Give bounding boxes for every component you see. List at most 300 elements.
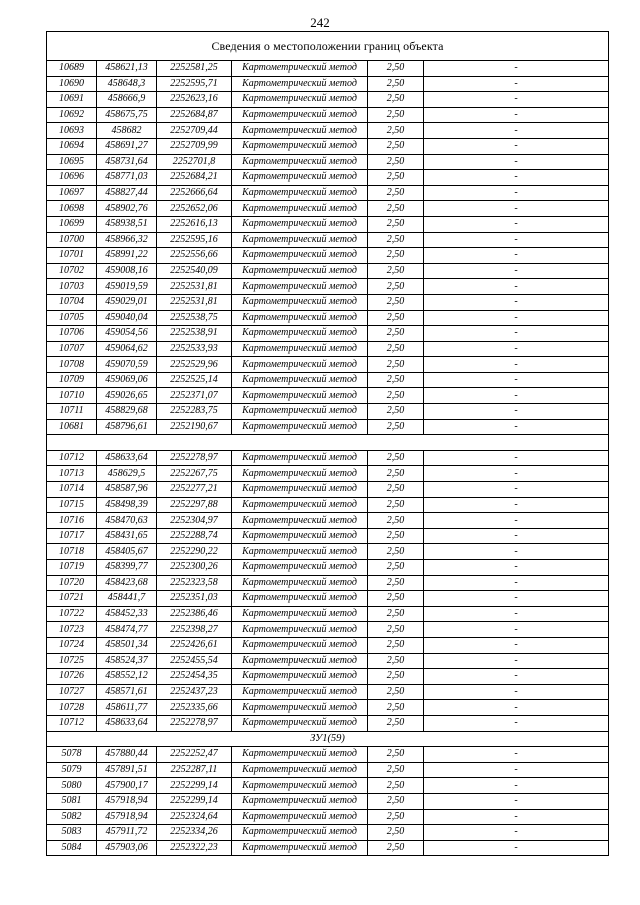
table-row — [47, 357, 609, 373]
cell-accuracy: 2,50 — [368, 279, 424, 295]
cell-point-number: 5082 — [47, 809, 97, 825]
cell-description: - — [424, 123, 609, 139]
cell-description: - — [424, 778, 609, 794]
cell-coord-y: 2252190,67 — [157, 419, 232, 435]
cell-description: - — [424, 669, 609, 685]
table-row — [47, 404, 609, 420]
cell-accuracy: 2,50 — [368, 294, 424, 310]
blank-row — [47, 435, 609, 451]
cell-point-number: 10724 — [47, 637, 97, 653]
cell-coord-y: 2252371,07 — [157, 388, 232, 404]
cell-accuracy: 2,50 — [368, 466, 424, 482]
cell-point-number: 5078 — [47, 747, 97, 763]
cell-description: - — [424, 825, 609, 841]
cell-point-number: 10707 — [47, 341, 97, 357]
cell-coord-x: 458587,96 — [97, 482, 157, 498]
cell-coord-y: 2252287,11 — [157, 762, 232, 778]
cell-method: Картометрический метод — [232, 279, 368, 295]
cell-coord-y: 2252581,25 — [157, 61, 232, 77]
cell-point-number: 10711 — [47, 404, 97, 420]
cell-coord-y: 2252299,14 — [157, 793, 232, 809]
cell-description: - — [424, 809, 609, 825]
cell-description: - — [424, 341, 609, 357]
cell-description: - — [424, 92, 609, 108]
cell-accuracy: 2,50 — [368, 762, 424, 778]
cell-point-number: 5081 — [47, 793, 97, 809]
cell-description: - — [424, 591, 609, 607]
cell-point-number: 10699 — [47, 216, 97, 232]
cell-accuracy: 2,50 — [368, 778, 424, 794]
page-number: 242 — [310, 15, 330, 30]
cell-accuracy: 2,50 — [368, 793, 424, 809]
table-row — [47, 825, 609, 841]
cell-description: - — [424, 107, 609, 123]
cell-accuracy: 2,50 — [368, 326, 424, 342]
cell-point-number: 10727 — [47, 684, 97, 700]
cell-coord-x: 457880,44 — [97, 747, 157, 763]
cell-point-number: 10702 — [47, 263, 97, 279]
cell-method: Картометрический метод — [232, 404, 368, 420]
cell-method: Картометрический метод — [232, 170, 368, 186]
cell-coord-y: 2252426,61 — [157, 637, 232, 653]
cell-method: Картометрический метод — [232, 294, 368, 310]
cell-point-number: 10726 — [47, 669, 97, 685]
cell-coord-y: 2252335,66 — [157, 700, 232, 716]
cell-method: Картометрический метод — [232, 263, 368, 279]
cell-description: - — [424, 279, 609, 295]
cell-description: - — [424, 482, 609, 498]
cell-point-number: 10689 — [47, 61, 97, 77]
cell-coord-y: 2252538,91 — [157, 326, 232, 342]
cell-coord-x: 458966,32 — [97, 232, 157, 248]
cell-method: Картометрический метод — [232, 653, 368, 669]
cell-method: Картометрический метод — [232, 357, 368, 373]
cell-description: - — [424, 294, 609, 310]
cell-coord-x: 458675,75 — [97, 107, 157, 123]
cell-accuracy: 2,50 — [368, 170, 424, 186]
cell-description: - — [424, 513, 609, 529]
cell-coord-x: 459008,16 — [97, 263, 157, 279]
table-title: Сведения о местоположении границ объекта — [47, 32, 609, 61]
cell-description: - — [424, 762, 609, 778]
cell-point-number: 10690 — [47, 76, 97, 92]
cell-point-number: 10708 — [47, 357, 97, 373]
cell-description: - — [424, 263, 609, 279]
cell-method: Картометрический метод — [232, 622, 368, 638]
cell-coord-y: 2252323,58 — [157, 575, 232, 591]
cell-point-number: 10691 — [47, 92, 97, 108]
cell-coord-x: 459040,04 — [97, 310, 157, 326]
cell-coord-x: 458796,61 — [97, 419, 157, 435]
cell-description: - — [424, 575, 609, 591]
cell-method: Картометрический метод — [232, 528, 368, 544]
cell-coord-y: 2252701,8 — [157, 154, 232, 170]
boundary-table — [46, 31, 609, 856]
cell-description: - — [424, 653, 609, 669]
cell-accuracy: 2,50 — [368, 372, 424, 388]
cell-coord-x: 459026,65 — [97, 388, 157, 404]
cell-coord-x: 458571,61 — [97, 684, 157, 700]
cell-description: - — [424, 76, 609, 92]
table-title-row — [47, 32, 609, 61]
cell-coord-x: 458470,63 — [97, 513, 157, 529]
cell-point-number: 10716 — [47, 513, 97, 529]
table-row — [47, 778, 609, 794]
cell-accuracy: 2,50 — [368, 715, 424, 731]
cell-method: Картометрический метод — [232, 809, 368, 825]
cell-coord-x: 457903,06 — [97, 840, 157, 856]
cell-coord-y: 2252386,46 — [157, 606, 232, 622]
cell-coord-x: 458771,03 — [97, 170, 157, 186]
cell-point-number: 10723 — [47, 622, 97, 638]
cell-description: - — [424, 840, 609, 856]
cell-coord-y: 2252454,35 — [157, 669, 232, 685]
cell-accuracy: 2,50 — [368, 840, 424, 856]
cell-point-number: 10712 — [47, 715, 97, 731]
cell-accuracy: 2,50 — [368, 154, 424, 170]
cell-coord-y: 2252529,96 — [157, 357, 232, 373]
cell-accuracy: 2,50 — [368, 544, 424, 560]
table-row — [47, 591, 609, 607]
table-row — [47, 201, 609, 217]
cell-coord-x: 458666,9 — [97, 92, 157, 108]
cell-accuracy: 2,50 — [368, 341, 424, 357]
cell-coord-y: 2252304,97 — [157, 513, 232, 529]
cell-description: - — [424, 793, 609, 809]
cell-method: Картометрический метод — [232, 372, 368, 388]
cell-point-number: 10710 — [47, 388, 97, 404]
cell-method: Картометрический метод — [232, 637, 368, 653]
cell-description: - — [424, 372, 609, 388]
cell-method: Картометрический метод — [232, 591, 368, 607]
cell-method: Картометрический метод — [232, 544, 368, 560]
cell-method: Картометрический метод — [232, 248, 368, 264]
cell-coord-y: 2252300,26 — [157, 560, 232, 576]
cell-coord-x: 457891,51 — [97, 762, 157, 778]
table-row — [47, 294, 609, 310]
cell-accuracy: 2,50 — [368, 419, 424, 435]
cell-point-number: 10717 — [47, 528, 97, 544]
cell-coord-x: 458648,3 — [97, 76, 157, 92]
cell-coord-y: 2252290,22 — [157, 544, 232, 560]
cell-accuracy: 2,50 — [368, 560, 424, 576]
cell-accuracy: 2,50 — [368, 61, 424, 77]
cell-coord-y: 2252351,03 — [157, 591, 232, 607]
cell-point-number: 10692 — [47, 107, 97, 123]
cell-point-number: 10696 — [47, 170, 97, 186]
cell-coord-y: 2252684,87 — [157, 107, 232, 123]
cell-description: - — [424, 419, 609, 435]
cell-point-number: 10720 — [47, 575, 97, 591]
cell-coord-y: 2252324,64 — [157, 809, 232, 825]
cell-point-number: 5083 — [47, 825, 97, 841]
cell-coord-y: 2252666,64 — [157, 185, 232, 201]
table-row — [47, 170, 609, 186]
cell-accuracy: 2,50 — [368, 809, 424, 825]
cell-description: - — [424, 404, 609, 420]
cell-method: Картометрический метод — [232, 762, 368, 778]
cell-coord-y: 2252684,21 — [157, 170, 232, 186]
cell-description: - — [424, 528, 609, 544]
cell-coord-y: 2252652,06 — [157, 201, 232, 217]
cell-point-number: 10705 — [47, 310, 97, 326]
table-row — [47, 684, 609, 700]
cell-coord-y: 2252278,97 — [157, 450, 232, 466]
table-row — [47, 575, 609, 591]
cell-method: Картометрический метод — [232, 419, 368, 435]
cell-description: - — [424, 715, 609, 731]
cell-method: Картометрический метод — [232, 840, 368, 856]
cell-description: - — [424, 622, 609, 638]
cell-description: - — [424, 216, 609, 232]
cell-coord-x: 458682 — [97, 123, 157, 139]
cell-method: Картометрический метод — [232, 825, 368, 841]
table-row — [47, 154, 609, 170]
cell-method: Картометрический метод — [232, 107, 368, 123]
cell-method: Картометрический метод — [232, 92, 368, 108]
cell-coord-y: 2252267,75 — [157, 466, 232, 482]
table-row — [47, 61, 609, 77]
cell-point-number: 10697 — [47, 185, 97, 201]
cell-method: Картометрический метод — [232, 747, 368, 763]
cell-point-number: 10700 — [47, 232, 97, 248]
cell-coord-y: 2252398,27 — [157, 622, 232, 638]
cell-method: Картометрический метод — [232, 466, 368, 482]
cell-coord-y: 2252278,97 — [157, 715, 232, 731]
section-header-row — [47, 731, 609, 747]
cell-description: - — [424, 637, 609, 653]
cell-accuracy: 2,50 — [368, 185, 424, 201]
cell-coord-y: 2252538,75 — [157, 310, 232, 326]
cell-method: Картометрический метод — [232, 138, 368, 154]
cell-coord-y: 2252277,21 — [157, 482, 232, 498]
cell-description: - — [424, 201, 609, 217]
cell-coord-x: 459069,06 — [97, 372, 157, 388]
cell-point-number: 10709 — [47, 372, 97, 388]
cell-accuracy: 2,50 — [368, 138, 424, 154]
cell-accuracy: 2,50 — [368, 528, 424, 544]
cell-point-number: 10721 — [47, 591, 97, 607]
cell-coord-x: 458633,64 — [97, 715, 157, 731]
cell-coord-x: 459029,01 — [97, 294, 157, 310]
cell-description: - — [424, 684, 609, 700]
cell-coord-y: 2252437,23 — [157, 684, 232, 700]
table-row — [47, 622, 609, 638]
table-row — [47, 310, 609, 326]
cell-coord-x: 458621,13 — [97, 61, 157, 77]
cell-coord-x: 458474,77 — [97, 622, 157, 638]
cell-method: Картометрический метод — [232, 232, 368, 248]
cell-description: - — [424, 248, 609, 264]
cell-accuracy: 2,50 — [368, 404, 424, 420]
cell-coord-x: 459054,56 — [97, 326, 157, 342]
table-row — [47, 715, 609, 731]
cell-method: Картометрический метод — [232, 482, 368, 498]
cell-accuracy: 2,50 — [368, 76, 424, 92]
cell-method: Картометрический метод — [232, 123, 368, 139]
cell-coord-y: 2252299,14 — [157, 778, 232, 794]
cell-point-number: 10704 — [47, 294, 97, 310]
cell-accuracy: 2,50 — [368, 747, 424, 763]
table-row — [47, 637, 609, 653]
cell-accuracy: 2,50 — [368, 92, 424, 108]
cell-accuracy: 2,50 — [368, 700, 424, 716]
cell-accuracy: 2,50 — [368, 310, 424, 326]
table-row — [47, 747, 609, 763]
table-row — [47, 762, 609, 778]
cell-description: - — [424, 450, 609, 466]
table-row — [47, 497, 609, 513]
table-row — [47, 279, 609, 295]
cell-description: - — [424, 170, 609, 186]
cell-method: Картометрический метод — [232, 185, 368, 201]
cell-description: - — [424, 326, 609, 342]
table-row — [47, 216, 609, 232]
cell-method: Картометрический метод — [232, 715, 368, 731]
cell-coord-x: 457918,94 — [97, 793, 157, 809]
section-label: ЗУ1(59) — [47, 731, 609, 747]
cell-coord-x: 457918,94 — [97, 809, 157, 825]
cell-accuracy: 2,50 — [368, 263, 424, 279]
cell-coord-x: 458829,68 — [97, 404, 157, 420]
table-row — [47, 466, 609, 482]
table-row — [47, 513, 609, 529]
cell-coord-x: 458423,68 — [97, 575, 157, 591]
cell-coord-x: 458991,22 — [97, 248, 157, 264]
cell-description: - — [424, 747, 609, 763]
table-row — [47, 544, 609, 560]
table-row — [47, 248, 609, 264]
cell-coord-x: 458524,37 — [97, 653, 157, 669]
cell-method: Картометрический метод — [232, 61, 368, 77]
cell-coord-y: 2252540,09 — [157, 263, 232, 279]
cell-coord-y: 2252525,14 — [157, 372, 232, 388]
table-row — [47, 700, 609, 716]
cell-coord-x: 458938,51 — [97, 216, 157, 232]
cell-point-number: 10725 — [47, 653, 97, 669]
table-row — [47, 232, 609, 248]
cell-accuracy: 2,50 — [368, 684, 424, 700]
cell-accuracy: 2,50 — [368, 450, 424, 466]
cell-method: Картометрический метод — [232, 669, 368, 685]
cell-accuracy: 2,50 — [368, 482, 424, 498]
cell-coord-x: 457900,17 — [97, 778, 157, 794]
cell-accuracy: 2,50 — [368, 123, 424, 139]
cell-coord-y: 2252283,75 — [157, 404, 232, 420]
table-row — [47, 669, 609, 685]
cell-accuracy: 2,50 — [368, 216, 424, 232]
cell-coord-y: 2252616,13 — [157, 216, 232, 232]
cell-coord-x: 458629,5 — [97, 466, 157, 482]
cell-description: - — [424, 466, 609, 482]
table-row — [47, 326, 609, 342]
cell-coord-y: 2252709,99 — [157, 138, 232, 154]
cell-point-number: 10681 — [47, 419, 97, 435]
cell-method: Картометрический метод — [232, 388, 368, 404]
cell-accuracy: 2,50 — [368, 637, 424, 653]
table-row — [47, 123, 609, 139]
cell-point-number: 10701 — [47, 248, 97, 264]
cell-coord-y: 2252531,81 — [157, 279, 232, 295]
cell-point-number: 10722 — [47, 606, 97, 622]
cell-coord-y: 2252288,74 — [157, 528, 232, 544]
cell-description: - — [424, 388, 609, 404]
cell-method: Картометрический метод — [232, 606, 368, 622]
cell-accuracy: 2,50 — [368, 622, 424, 638]
table-row — [47, 388, 609, 404]
cell-coord-x: 458731,64 — [97, 154, 157, 170]
cell-point-number: 10728 — [47, 700, 97, 716]
cell-method: Картометрический метод — [232, 497, 368, 513]
cell-accuracy: 2,50 — [368, 388, 424, 404]
cell-coord-y: 2252322,23 — [157, 840, 232, 856]
cell-point-number: 10693 — [47, 123, 97, 139]
cell-method: Картометрический метод — [232, 326, 368, 342]
cell-point-number: 10703 — [47, 279, 97, 295]
table-row — [47, 653, 609, 669]
cell-method: Картометрический метод — [232, 575, 368, 591]
cell-coord-x: 458633,64 — [97, 450, 157, 466]
cell-coord-y: 2252334,26 — [157, 825, 232, 841]
cell-description: - — [424, 606, 609, 622]
cell-coord-y: 2252623,16 — [157, 92, 232, 108]
cell-point-number: 5084 — [47, 840, 97, 856]
cell-accuracy: 2,50 — [368, 513, 424, 529]
cell-method: Картометрический метод — [232, 216, 368, 232]
cell-description: - — [424, 154, 609, 170]
cell-point-number: 10719 — [47, 560, 97, 576]
cell-point-number: 10718 — [47, 544, 97, 560]
cell-method: Картометрический метод — [232, 778, 368, 794]
cell-accuracy: 2,50 — [368, 357, 424, 373]
cell-coord-y: 2252297,88 — [157, 497, 232, 513]
cell-point-number: 10698 — [47, 201, 97, 217]
cell-method: Картометрический метод — [232, 154, 368, 170]
table-row — [47, 528, 609, 544]
table-row — [47, 107, 609, 123]
cell-point-number: 10694 — [47, 138, 97, 154]
cell-accuracy: 2,50 — [368, 575, 424, 591]
table-row — [47, 419, 609, 435]
cell-description: - — [424, 700, 609, 716]
cell-description: - — [424, 497, 609, 513]
table-row — [47, 185, 609, 201]
cell-coord-x: 458452,33 — [97, 606, 157, 622]
cell-description: - — [424, 232, 609, 248]
cell-description: - — [424, 310, 609, 326]
table-row — [47, 606, 609, 622]
blank-cell — [47, 435, 609, 451]
table-row — [47, 76, 609, 92]
cell-point-number: 10695 — [47, 154, 97, 170]
cell-point-number: 10714 — [47, 482, 97, 498]
cell-accuracy: 2,50 — [368, 248, 424, 264]
cell-coord-y: 2252595,16 — [157, 232, 232, 248]
cell-coord-x: 459019,59 — [97, 279, 157, 295]
cell-accuracy: 2,50 — [368, 653, 424, 669]
cell-coord-x: 457911,72 — [97, 825, 157, 841]
cell-accuracy: 2,50 — [368, 201, 424, 217]
cell-point-number: 5079 — [47, 762, 97, 778]
cell-point-number: 10712 — [47, 450, 97, 466]
cell-method: Картометрический метод — [232, 450, 368, 466]
table-row — [47, 450, 609, 466]
cell-description: - — [424, 544, 609, 560]
cell-coord-y: 2252556,66 — [157, 248, 232, 264]
cell-description: - — [424, 61, 609, 77]
cell-description: - — [424, 185, 609, 201]
cell-method: Картометрический метод — [232, 700, 368, 716]
